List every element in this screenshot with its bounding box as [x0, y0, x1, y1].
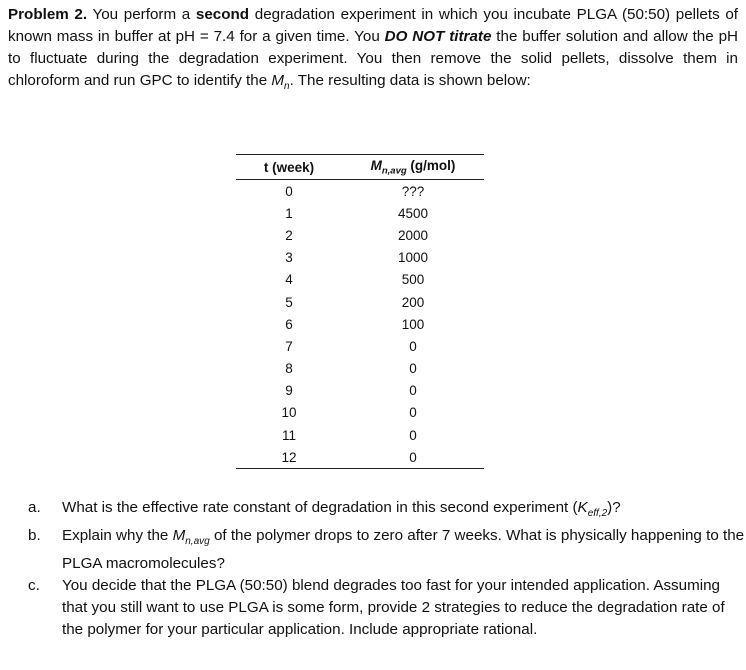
table-row: [236, 224, 484, 246]
time-cell: 7: [285, 338, 293, 354]
mn-symbol: $M_n$: [271, 72, 290, 93]
intro-text-1: You perform a: [87, 6, 196, 23]
mn-cell: 0: [409, 338, 417, 354]
mn-cell: 200: [401, 294, 425, 310]
table-row: [236, 180, 484, 203]
time-cell: 0: [285, 183, 293, 199]
table-row: [236, 358, 484, 380]
time-cell: 9: [285, 383, 293, 399]
emphasis-do-not-titrate: DO NOT titrate: [384, 28, 492, 45]
mn-cell: 4500: [397, 205, 429, 221]
question-list: [28, 497, 746, 641]
question-b: b. Explain why the $M_{n,avg}$ of the polymer drops to zero after 7 weeks. What is physically happening to the PLGA macromolecules?: [28, 527, 745, 573]
mn-avg-symbol: $M_{n,avg}$: [172, 527, 210, 548]
table-row: [236, 446, 484, 469]
time-cell: 11: [281, 427, 296, 443]
table-row: [236, 380, 484, 402]
intro-text-4: . The resulting data is shown below:: [289, 72, 531, 89]
table-row: [236, 269, 484, 291]
time-cell: 2: [285, 227, 293, 243]
table-row: [236, 313, 484, 335]
intro-text-2: degradation experiment in which you incubate PLGA (50:50) pellets of known mass in buffer at pH = 7.4 for a given time. You: [8, 6, 739, 45]
mn-cell: 0: [409, 427, 417, 443]
column-header-mn: $M_{n,avg}$ (g/mol): [342, 155, 484, 180]
mn-cell: 2000: [397, 227, 429, 243]
time-cell: 4: [285, 272, 293, 288]
question-b-label: b.: [28, 527, 41, 545]
table-row: [236, 402, 484, 424]
intro-text-3: the buffer solution and allow the pH to fluctuate during the degradation experiment. You then remove the solid pellets, dissolve them in chloroform and run GPC to identify the: [8, 28, 738, 89]
table-row: [236, 335, 484, 357]
time-cell: 3: [285, 250, 293, 266]
time-cell: 6: [285, 316, 293, 332]
problem-statement: [8, 4, 738, 98]
mn-cell: 0: [409, 383, 417, 399]
table-row: [236, 424, 484, 446]
mn-cell: ???: [401, 183, 425, 199]
time-cell: 12: [236, 446, 342, 469]
mn-cell: 100: [401, 316, 425, 332]
time-cell: 10: [281, 405, 297, 421]
k-eff-symbol: $K_{eff,2}$: [577, 499, 608, 520]
time-cell: 1: [285, 205, 293, 221]
mn-cell: 500: [401, 272, 425, 288]
table-header-row: [236, 155, 484, 180]
question-a: a. What is the effective rate constant of degradation in this second experiment $(K_{eff,2})$?: [28, 499, 621, 520]
mn-cell: 1000: [397, 250, 429, 266]
problem-label: Problem 2.: [8, 6, 88, 23]
mn-cell: 0: [342, 446, 484, 469]
mn-cell: 0: [409, 405, 417, 421]
question-c-label: c.: [28, 577, 40, 595]
question-c: c. You decide that the PLGA (50:50) blend degrades too fast for your intended application. Assuming that you still want to use PLGA is some form, provide 2 strategies to reduce the degradation rate of the polymer for your particular application. Include appropriate rational.: [28, 577, 725, 639]
question-a-label: a.: [28, 499, 41, 516]
table-row: [236, 247, 484, 269]
mn-cell: 0: [409, 361, 417, 377]
column-header-time: t (week): [236, 155, 342, 180]
table-row: [236, 291, 484, 313]
time-cell: 8: [285, 361, 293, 377]
time-cell: 5: [285, 294, 293, 310]
emphasis-second: second: [195, 6, 250, 23]
degradation-data-table: [236, 154, 484, 469]
table-row: [236, 202, 484, 224]
